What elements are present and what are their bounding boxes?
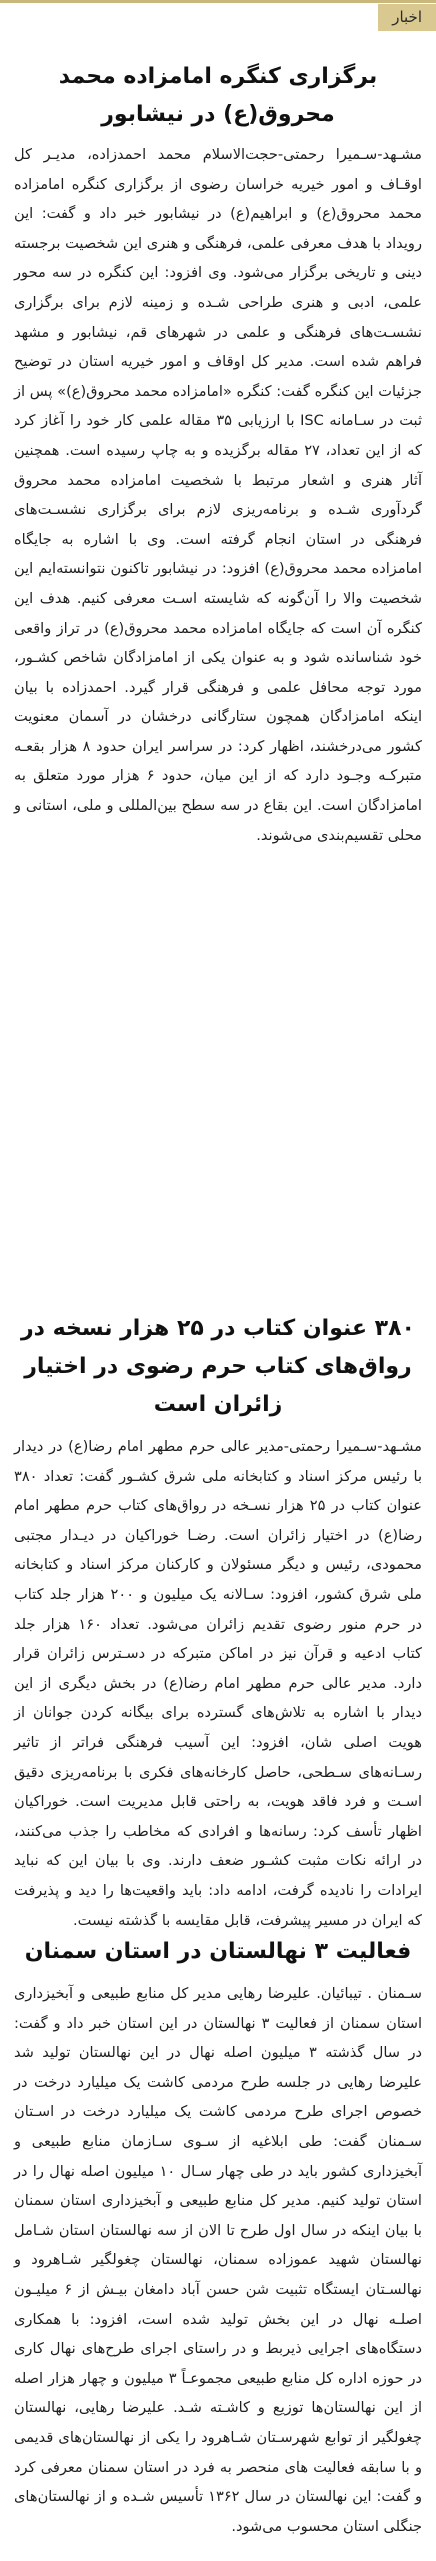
top-divider (0, 0, 436, 3)
article-body: مشـهد-سـمیرا رحمتی-مدیر عالی حرم مطهر امام رضا(ع) در دیدار با رئیس مرکز اسناد و کتابخانه ملی شرق کشـور گفت: تعداد ۳۸۰ عنوان کتاب در ۲۵ هزار نسـخه در رواق‌های کتاب حرم مطهر امام رضا(ع) در اختیار زائران است. رضـا خوراکیان در دیـدار مجتبی محمودی، رئیس و دیگر مسئولان و کارکنان مرکز اسناد و کتابخانه ملی شرق کشور، افزود: سـالانه یک میلیون و ۲۰۰ هزار جلد کتاب در حرم منور رضوی تقدیم زائران می‌شود. تعداد ۱۶۰ هزار جلد کتاب ادعیه و قرآن نیز در اماکن متبرکه در دسـترس زائران قرار دارد. مدیر عالی حرم مطهر امام رضا(ع) در بخش دیگری از این دیدار با اشاره به تلاش‌های گسترده برای بیگانه کردن جوانان از هویت اصلی شان، افزود: این آسیب فرهنگی فراتر از تاثیر رسـانه‌های سـطحی، حاصل کارخانه‌های فکری با برنامه‌ریزی دقیق اسـت و فرد فاقد هویت، به راحتی قابل مدیریت است. خوراکیان اظهار تأسف کرد: رسانه‌ها و افرادی که مخاطب را جذب می‌کنند، در ارائه نکات مثبت کشـور ضعف دارند. وی با بیان این که نباید ایرادات را نادیده گرفت، ادامه داد: باید واقعیت‌ها را دید و پذیرفت که ایران در مسیر پیشرفت، قابل مقایسه با گذشته نیست. (14, 1438, 422, 1929)
section-label: اخبار (378, 4, 436, 31)
article-body: مشـهد-سـمیرا رحمتی-حجت‌الاسلام محمد احمدزاده، مدیـر کل اوقـاف و امور خیریه خراسان رضوی از برگزاری کنگره امامزاده محمد محروق(ع) و ابراهیم(ع) در نیشابور خبر داد و گفت: این رویداد با هدف معرفی علمی، فرهنگی و هنری این شخصیت برجسته دینی و تاریخی برگزار می‌شود. وی افزود: این کنگره در سه محور علمی، ادبی و هنری طراحی شـده و زمینه لازم برای برگزاری نشسـت‌های فرهنگی و علمی در شهرهای قم، نیشابور و مشهد فراهم شده است. مدیر کل اوقاف و امور خیریه استان در توضیح جزئیات این کنگره گفت: کنگره «امامزاده محمد محروق(ع)» پس از ثبت در سـامانه ISC با ارزیابی ۳۵ مقاله علمی کار خود را آغاز کرد که از این تعداد، ۲۷ مقاله برگزیده و به چاپ رسیده است. همچنین آثار هنری و اشعار مرتبط با شخصیت امامزاده محمد محروق گردآوری شـده و برنامه‌ریزی لازم برای برگزاری نشسـت‌های فرهنگی در استان انجام گرفته است. وی با اشاره به جایگاه امامزاده محمد محروق(ع) افزود: در نیشابور تاکنون نتوانسته‌ایم این شخصیت والا را آن‌گونه که شایسته اسـت معرفی کنیم. هدف این کنگره آن است که جایگاه امامزاده محمد محروق(ع) در تراز واقعی خود شناسانده شود و به عنوان یکی از امامزادگان شاخص کشـور، مورد توجه محافل علمی و فرهنگی قرار گیرد. احمدزاده با بیان اینکه امامزادگان همچون ستارگانی درخشان در آسمان معنویت کشور می‌درخشند، اظهار کرد: در سراسر ایران حدود ۸ هزار بقعـه متبرکـه وجـود دارد که از این میان، حدود ۶ هزار مورد متعلق به امامزادگان است. این بقاع در سه سطح بین‌المللی و ملی، استانی و محلی تقسیم‌بندی می‌شوند. (14, 146, 423, 844)
article-headline: برگزاری کنگره امامزاده محمد محروق(ع) در نیشابور (58, 64, 378, 127)
article-books (14, 1310, 422, 1935)
article-nurseries (14, 1933, 422, 2541)
article-kongreh (14, 58, 422, 850)
article-headline: ۳۸۰ عنوان کتاب در ۲۵ هزار نسخه در رواق‌های کتاب حرم رضوی در اختیار زائران است (21, 1316, 415, 1417)
article-body: سـمنان . تیبائیان. علیرضا رهایی مدیر کل منابع طبیعی و آبخیزداری استان سمنان از فعالیت ۳ نهالستان در این استان خبر داد و گفت: در سال گذشته ۳ میلیون اصله نهال در این نهالستان تولید شد علیرضا رهایی در جلسه طرح مردمی کاشت یک میلیارد درخت در خصوص اجرای طرح مردمی کاشت یک میلیارد درخت در اسـتان سـمنان گفت: طی ابلاغیه از سـوی سـازمان منابع طبیعی و آبخیزداری کشور باید در طی چهار سـال ۱۰ میلیون اصله نهال را در استان تولید کنیم. مدیر کل منابع طبیعی و آبخیزداری استان سمنان با بیان اینکه در سال اول طرح تا الان از سه نهالستان استان شـامل نهالستان شهید عموزاده سمنان، نهالستان چغولگیر شـاهرود و نهالسـتان ایستگاه تثبیت شن حسن آباد دامغان بیـش از ۶ میلیـون اصلـه نهال در این بخش تولید شده است، افزود: با همکاری دستگاه‌های اجرایی ذیربط و در راستای اجرای طرح‌های نهال کاری در حوزه اداره کل منابع طبیعی مجموعـاً ۳ میلیون و چهار هزار اصله از این نهالستان‌ها توزیع و کاشـته شـد. علیرضا رهایی، نهالستان چغولگیر از توابع شهرسـتان شـاهرود را یکی از نهالستان‌های قدیمی و با سابقه فعالیت های منحصر به فرد در استان سمنان معرفی کرد و گفت: این نهالستان در سال ۱۳۶۲ تأسیس شـده و از نهالستان‌های جنگلی استان محسوب می‌شود. (14, 1985, 423, 2535)
article-headline: فعالیت ۳ نهالستان در استان سمنان (24, 1939, 412, 1964)
